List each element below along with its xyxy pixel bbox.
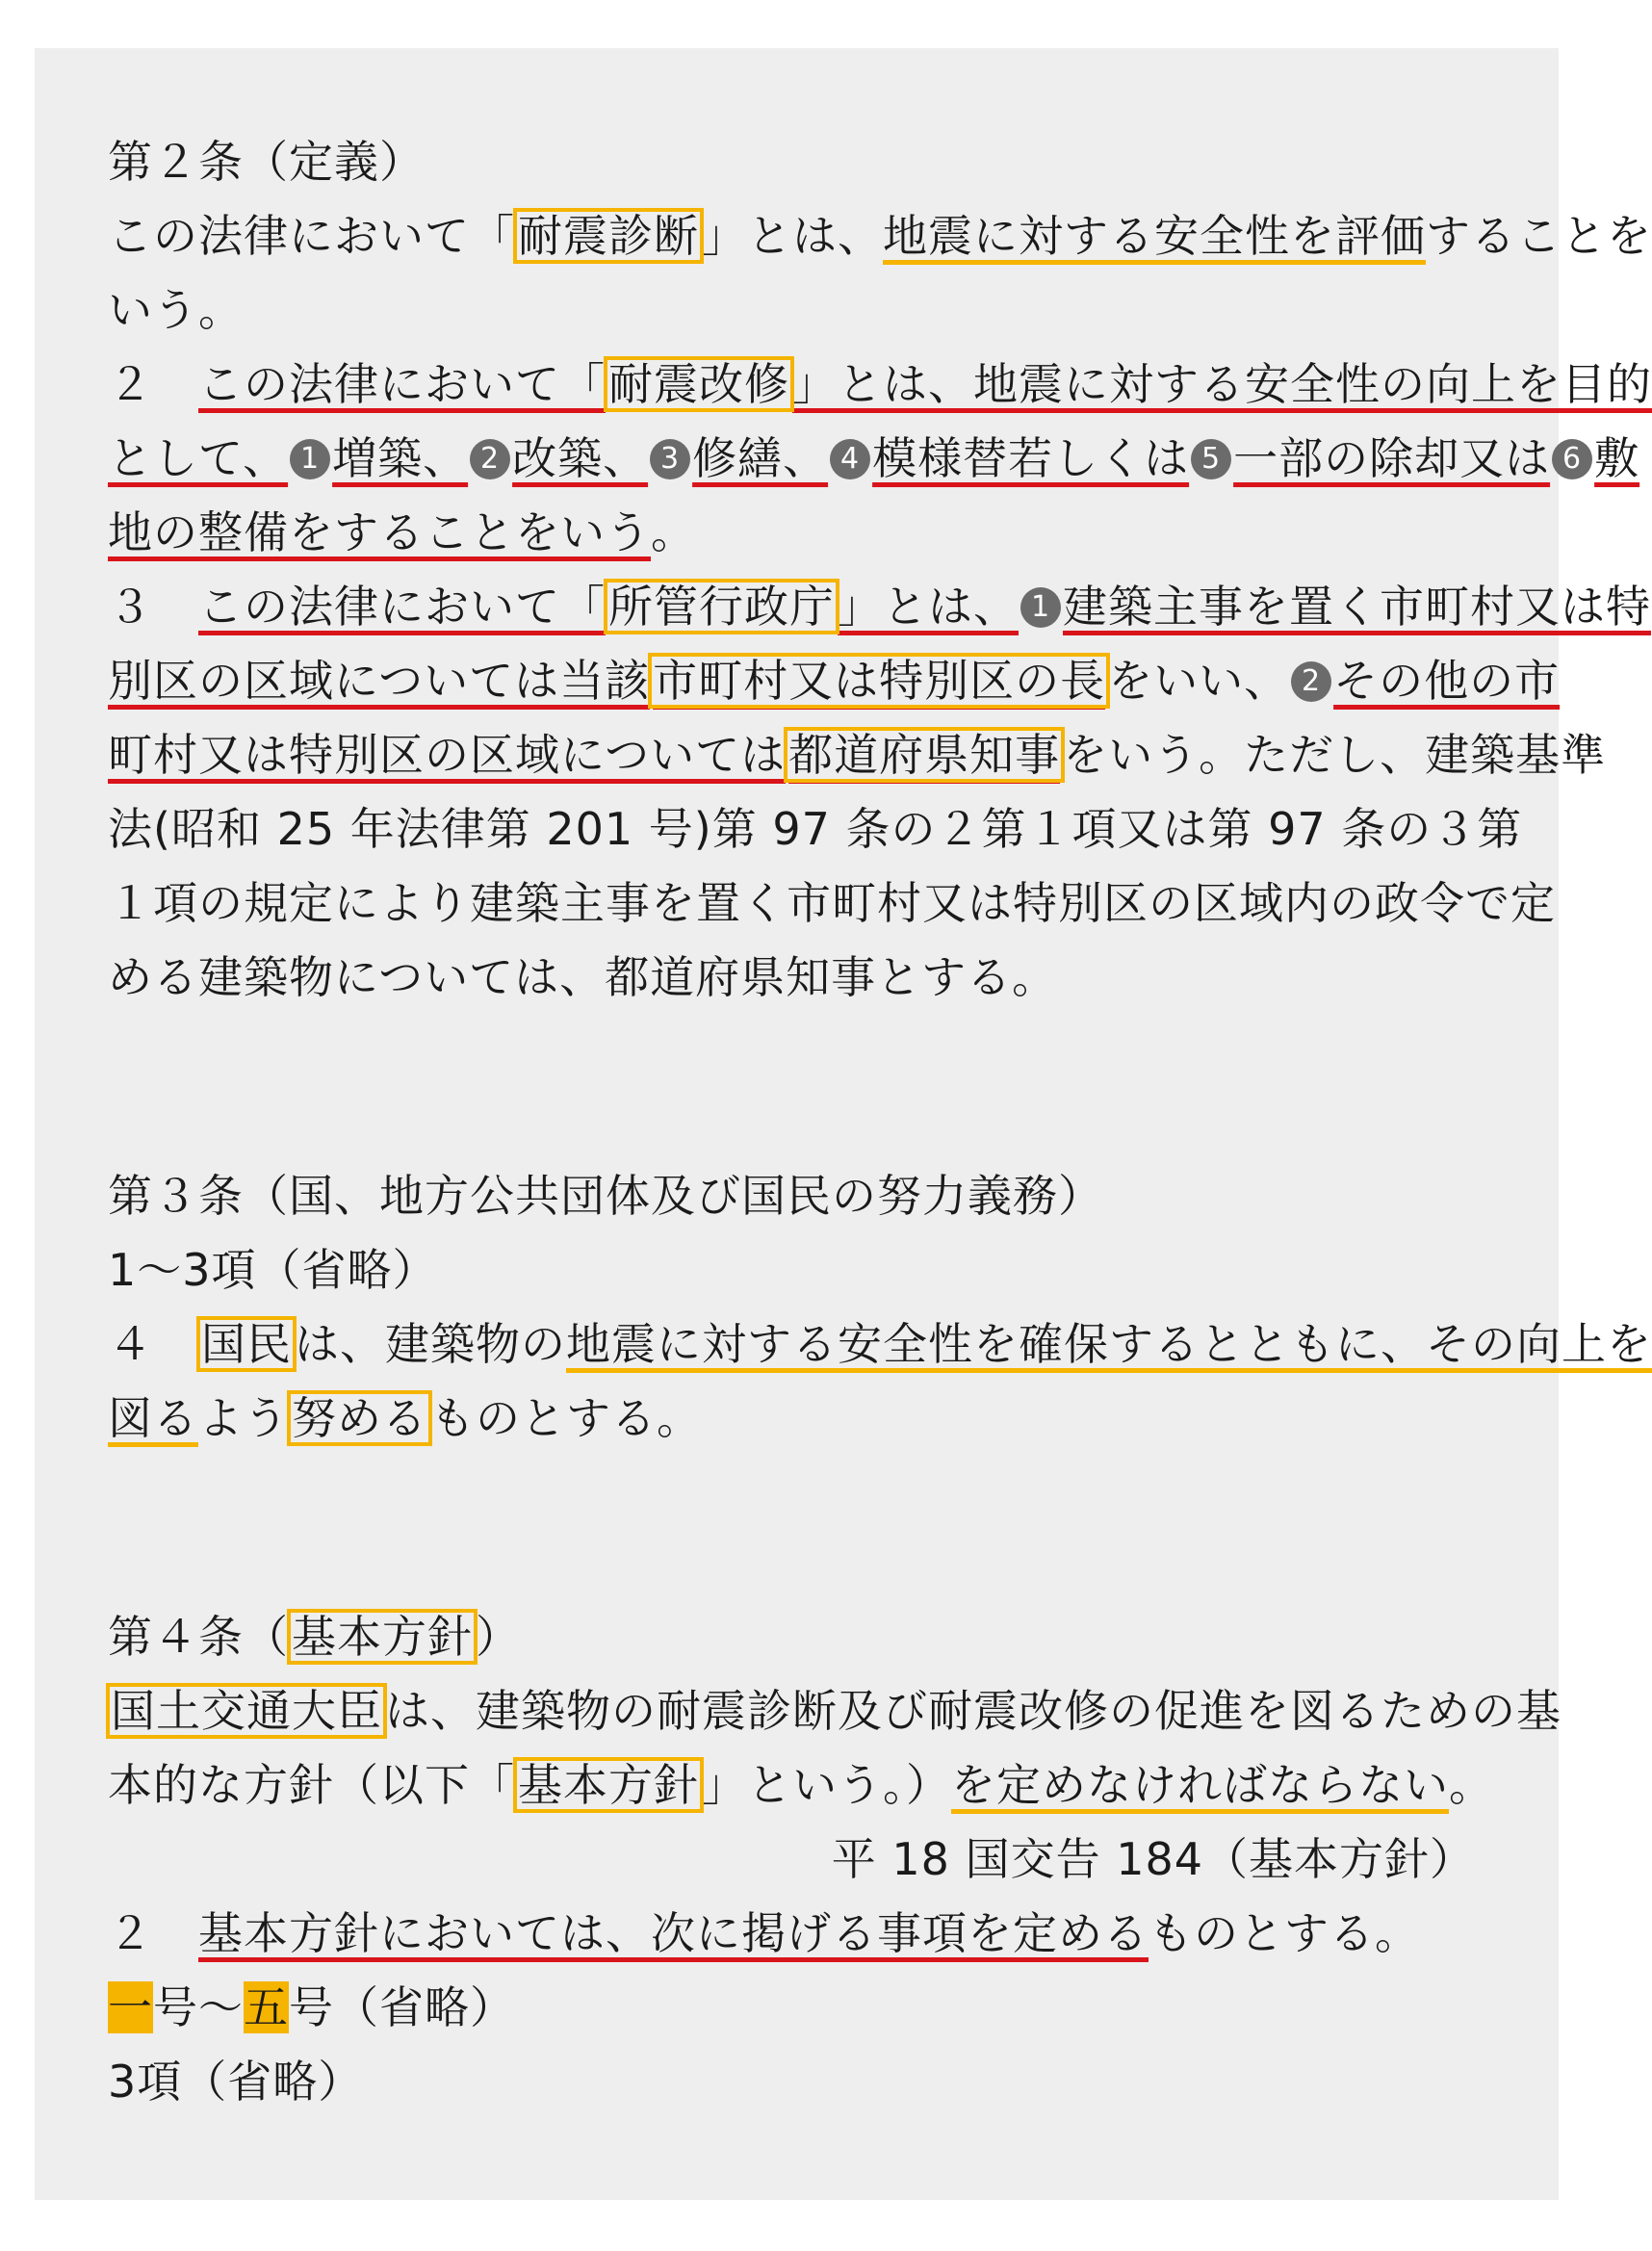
article-4-para-2-items: 一号～五号（省略）	[108, 1981, 515, 2033]
article-4-title: 第４条（基本方針）	[108, 1611, 521, 1663]
article-4-para-1: 国土交通大臣は、建築物の耐震診断及び耐震改修の促進を図るための基	[108, 1674, 1513, 1748]
article-3-title: 第３条（国、地方公共団体及び国民の努力義務）	[108, 1170, 1103, 1222]
highlight-go: 五	[244, 1981, 289, 2033]
article-2-para-2: ２ この法律において「耐震改修」とは、地震に対する安全性の向上を目的	[108, 358, 1652, 410]
article-2-title: 第２条（定義）	[108, 136, 425, 188]
number-5-icon: 5	[1191, 439, 1231, 479]
article-2-para-2-end: 地の整備をすることをいう。	[108, 506, 696, 558]
article-2-para-2-cont: として、 1 増築、 2 改築、 3 修繕、 4 模様替若しくは 5 一部の除却又は 6 敷	[108, 432, 1640, 484]
term-kihon-hoshin: 基本方針	[289, 1611, 476, 1663]
article-2-para-1: この法律において「耐震診断」とは、地震に対する安全性を評価することを	[108, 210, 1652, 262]
article-2-para-3-cont3: 法(昭和 25 年法律第 201 号)第 97 条の２第１項又は第 97 条の３第	[108, 803, 1523, 855]
term-todofuken-chiji: 都道府県知事	[786, 729, 1063, 781]
number-1-icon: 1	[290, 439, 330, 479]
article-3-para-1: 1～3項（省略）	[108, 1244, 438, 1296]
article-4-para-3: 3項（省略）	[108, 2056, 364, 2108]
article-2-para-3-cont: 別区の区域については当該市町村又は特別区の長をいい、 2 その他の市	[108, 655, 1561, 707]
number-2-icon: 2	[470, 439, 510, 479]
article-2-para-1-cont: いう。	[108, 284, 244, 336]
highlight-ichi: 一	[108, 1981, 153, 2033]
term-tsutomeru: 努める	[289, 1392, 430, 1444]
article-2-para-3: ３ この法律において「所管行政庁」とは、 1 建築主事を置く市町村又は特	[108, 581, 1651, 633]
term-kihon-hoshin-2: 基本方針	[515, 1759, 702, 1811]
term-shichoson-cho: 市町村又は特別区の長	[650, 655, 1108, 707]
number-6-icon: 6	[1552, 439, 1592, 479]
number-3-icon: 3	[650, 439, 690, 479]
term-kokudo-kotsu-daijin: 国土交通大臣	[108, 1685, 385, 1737]
number-4-icon: 4	[830, 439, 870, 479]
document-content	[108, 125, 1652, 2119]
term-shokan-gyoseicho: 所管行政庁	[606, 581, 838, 633]
article-3-para-4: ４ 国民は、建築物の地震に対する安全性を確保するとともに、その向上を	[108, 1318, 1652, 1370]
article-4-reference-note: 平 18 国交告 184（基本方針）	[831, 1833, 1475, 1885]
term-taishin-shindan: 耐震診断	[515, 210, 702, 262]
term-taishin-kaishu: 耐震改修	[606, 358, 792, 410]
article-4-para-2: ２ 基本方針においては、次に掲げる事項を定めるものとする。	[108, 1907, 1420, 1959]
article-4-para-1-cont: 本的な方針（以下「基本方針」という。）を定めなければならない。	[108, 1759, 1494, 1811]
number-1-icon: 1	[1020, 587, 1061, 628]
article-2-para-3-cont2: 町村又は特別区の区域については都道府県知事をいう。ただし、建築基準	[108, 729, 1607, 781]
article-3-para-4-cont: 図るよう努めるものとする。	[108, 1392, 702, 1444]
number-2-icon: 2	[1291, 661, 1331, 702]
article-2-para-3-cont5: める建築物については、都道府県知事とする。	[108, 951, 1058, 1003]
term-kokumin: 国民	[198, 1318, 295, 1370]
article-2-para-3-cont4: １項の規定により建築主事を置く市町村又は特別区の区域内の政令で定	[108, 877, 1556, 929]
